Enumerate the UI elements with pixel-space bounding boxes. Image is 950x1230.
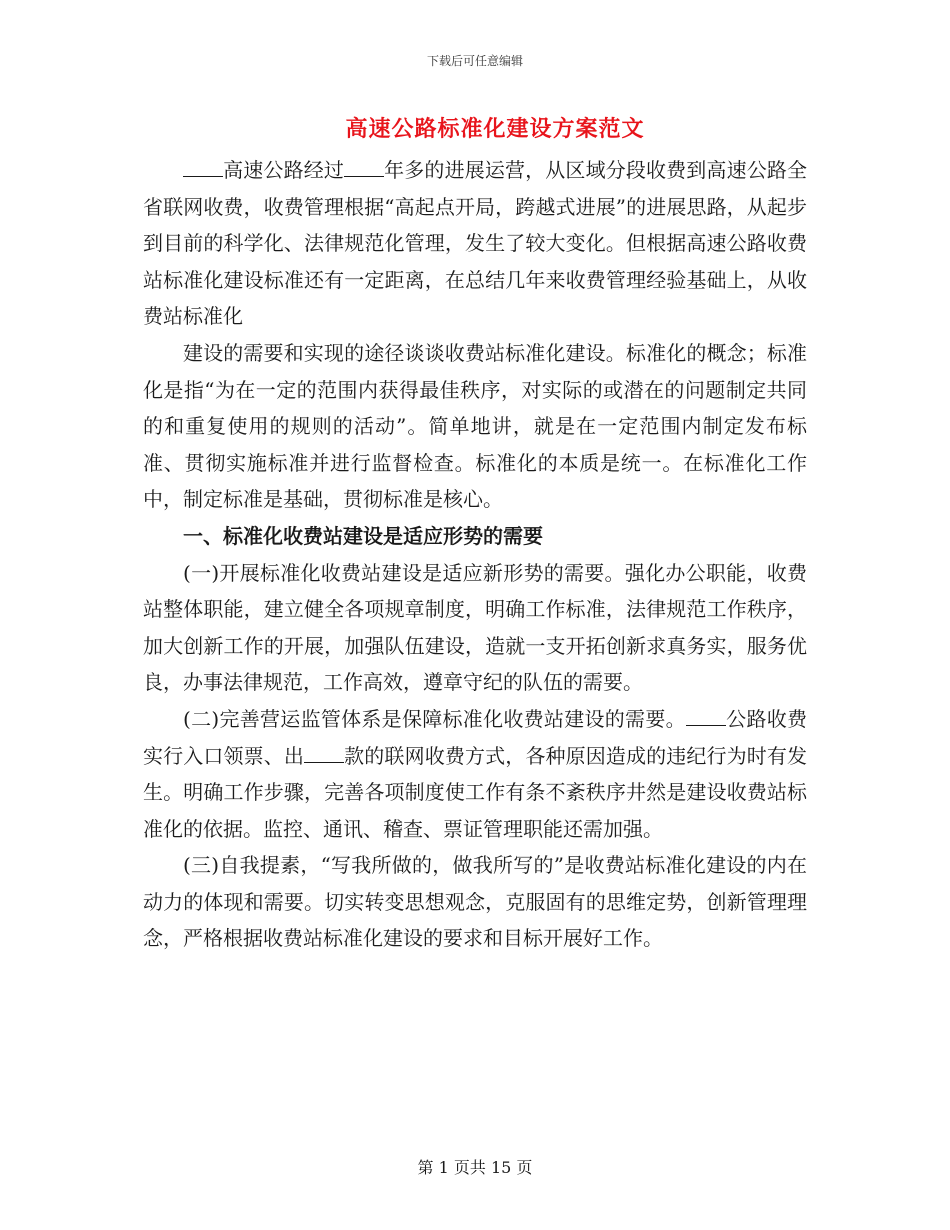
paragraph-1-seg-2: 年多的进展运营，从区域分段收费到高速公路全省联网收费，收费管理根据“高起点开局，跨越式进展”的进展思路，从起步到目前的科学化、法律规范化管理，发生了较大变化。但根据高速公路收费站标准化建设标准还有一定距离，在总结几年来收费管理经验基础上，从收费站标准化 [143, 158, 807, 329]
paragraph-4-seg-2: 款的联网收费方式，各种原因造成的违纪行为时有发生。明确工作步骤，完善各项制度使工作有条不紊秩序井然是建设收费站标准化的依据。监控、通讯、稽查、票证管理职能还需加强。 [143, 743, 808, 841]
paragraph-4 [143, 701, 807, 847]
paragraph-4-seg-0: (二)完善营运监管体系是保障标准化收费站建设的需要。 [183, 706, 686, 731]
paragraph-3: (一)开展标准化收费站建设是适应新形势的需要。强化办公职能，收费站整体职能，建立健全各项规章制度，明确工作标准，法律规范工作秩序，加大创新工作的开展，加强队伍建设，造就一支开拓创新求真务实，服务优良，办事法律规范，工作高效，遵章守纪的队伍的需要。 [143, 560, 807, 695]
section-heading-1: 一、标准化收费站建设是适应形势的需要 [183, 523, 543, 548]
paragraph-1-seg-1: 高速公路经过 [223, 158, 344, 182]
paragraph-2: 建设的需要和实现的途径谈谈收费站标准化建设。标准化的概念；标准化是指“为在一定的范围内获得最佳秩序，对实际的或潜在的问题制定共同的和重复使用的规则的活动”。简单地讲，就是在一定范围内制定发布标准、贯彻实施标准并进行监督检查。标准化的本质是统一。在标准化工作中，制定标准是基础，贯彻标准是核心。 [143, 340, 807, 512]
page-footer: 第 1 页共 15 页 [417, 1158, 533, 1177]
blank-underline [344, 175, 384, 177]
paragraph-4-seg-1: 公路收费实行入口领票、出 [143, 706, 808, 768]
paragraph-5: (三)自我提素，“写我所做的，做我所写的”是收费站标准化建设的内在动力的体现和需要。切实转变思想观念，克服固有的思维定势，创新管理理念，严格根据收费站标准化建设的要求和目标开展好工作。 [143, 853, 807, 951]
document-body [143, 152, 807, 957]
blank-underline [183, 175, 223, 177]
document-title: 高速公路标准化建设方案范文 [345, 116, 645, 142]
header-note: 下载后可任意编辑 [426, 54, 523, 68]
paragraph-1 [143, 152, 807, 335]
blank-underline [686, 724, 726, 726]
blank-underline [304, 761, 344, 763]
